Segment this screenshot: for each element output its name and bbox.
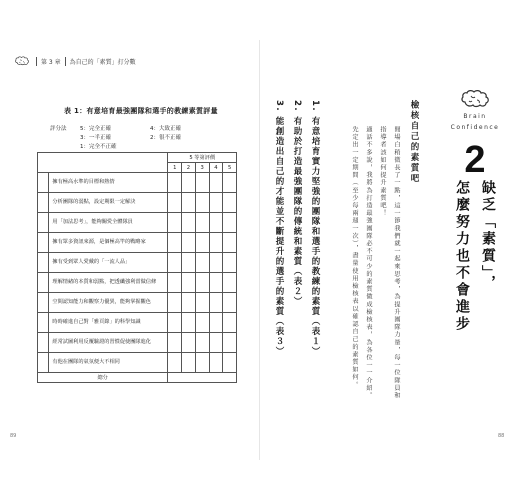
criterion-text: 有他在團隊的氣氛便大不相同 [49, 353, 168, 373]
table-title: 表 1：有意培育最強團隊和選手的教練素質評量 [64, 107, 218, 115]
legend-item: 4：大致正確 [150, 126, 181, 132]
criterion-text: 空間認知能力和觀察力優異，能夠掌握觀色 [49, 293, 168, 313]
list-item-1: 1. 有意培育實力堅強的團隊和選手的教練的素質（表１） [310, 100, 320, 357]
legend-item: 2：很不正確 [150, 135, 181, 141]
table-legend [50, 125, 181, 152]
chapter-running-title: 為自己的「素質」打分數 [65, 57, 136, 66]
chapter-title-line-2: 怎麼努力也不會進步 [454, 180, 470, 333]
score-column-header: 2 [182, 163, 196, 173]
table-corner [38, 153, 168, 173]
chapter-title-line-1: 缺乏「素質」， [480, 180, 496, 292]
criterion-text: 擁有極高水準的目標和熱情 [49, 173, 168, 193]
chapter-header [14, 55, 136, 67]
chapter-label: 第 3 章 [36, 57, 61, 66]
page-number: 88 [498, 433, 505, 439]
legend-item: 1：完全不正確 [80, 144, 117, 150]
brand-word-bottom: Confidence [450, 124, 500, 131]
table-row [38, 293, 237, 313]
table-row [38, 213, 237, 233]
list-item-3: 3. 能創造出自己的才能並不斷提升的選手的素質（表３） [274, 100, 284, 357]
table-row [38, 333, 237, 353]
legend-label: 評分法 [50, 126, 67, 132]
criterion-text: 經常試圖利用反覆驗證的習慣促使團隊進化 [49, 333, 168, 353]
total-label: 總分 [38, 373, 168, 383]
evaluation-table [37, 152, 237, 383]
score-column-header: 3 [195, 163, 209, 173]
score-column-header: 1 [168, 163, 182, 173]
criterion-text: 擁有眾多資訊來源，是個極高竿的戰略家 [49, 233, 168, 253]
legend-item: 5：完全正確 [80, 126, 111, 132]
score-header: 5 等第評價 [168, 153, 237, 163]
body-column: 指導者該如何提升素質吧！ [379, 126, 386, 218]
criterion-text: 時時確進自己對「雅頁錄」的科學知識 [49, 313, 168, 333]
list-item-2: 2. 有助於打造最強團隊的傳統和素質（表２） [292, 100, 302, 307]
table-row [38, 253, 237, 273]
score-column-header: 5 [223, 163, 237, 173]
table-row [38, 313, 237, 333]
brand-word-top: Brain [463, 113, 487, 120]
table-row [38, 193, 237, 213]
criterion-text: 分析團隊的弱點，設定期限一定解決 [49, 193, 168, 213]
table-row [38, 233, 237, 253]
criterion-text: 理解情緒的本質和弱點，把透纖強利當做信條 [49, 273, 168, 293]
brain-icon [14, 55, 30, 67]
brain-icon [459, 88, 491, 110]
body-column: 閒場白稍微長了一點，這一節我們就一起來思考，為提升團隊力量，每一位隊員和 [393, 126, 400, 400]
section-heading: 檢核自己的素質吧 [409, 100, 419, 184]
body-column: 先定出一定期間（至少每兩週一次），盡量使用檢核表以確認自己的素質如何。 [351, 126, 358, 389]
total-row [38, 373, 237, 383]
table-row [38, 353, 237, 373]
legend-item: 3：一半正確 [80, 135, 111, 141]
criterion-text: 用「加法思考」，能夠關愛全體隊員 [49, 213, 168, 233]
score-column-header: 4 [209, 163, 223, 173]
table-row [38, 173, 237, 193]
chapter-mark [440, 88, 510, 180]
criterion-text: 擁有受到眾人愛戴的「一流人品」 [49, 253, 168, 273]
body-column: 適話不多說，我將為打造最強團隊必不可少的素質做成檢核表，為各位一一介紹。 [365, 126, 372, 400]
chapter-number: 2 [464, 139, 486, 181]
table-row [38, 273, 237, 293]
page-number: 89 [10, 433, 17, 439]
